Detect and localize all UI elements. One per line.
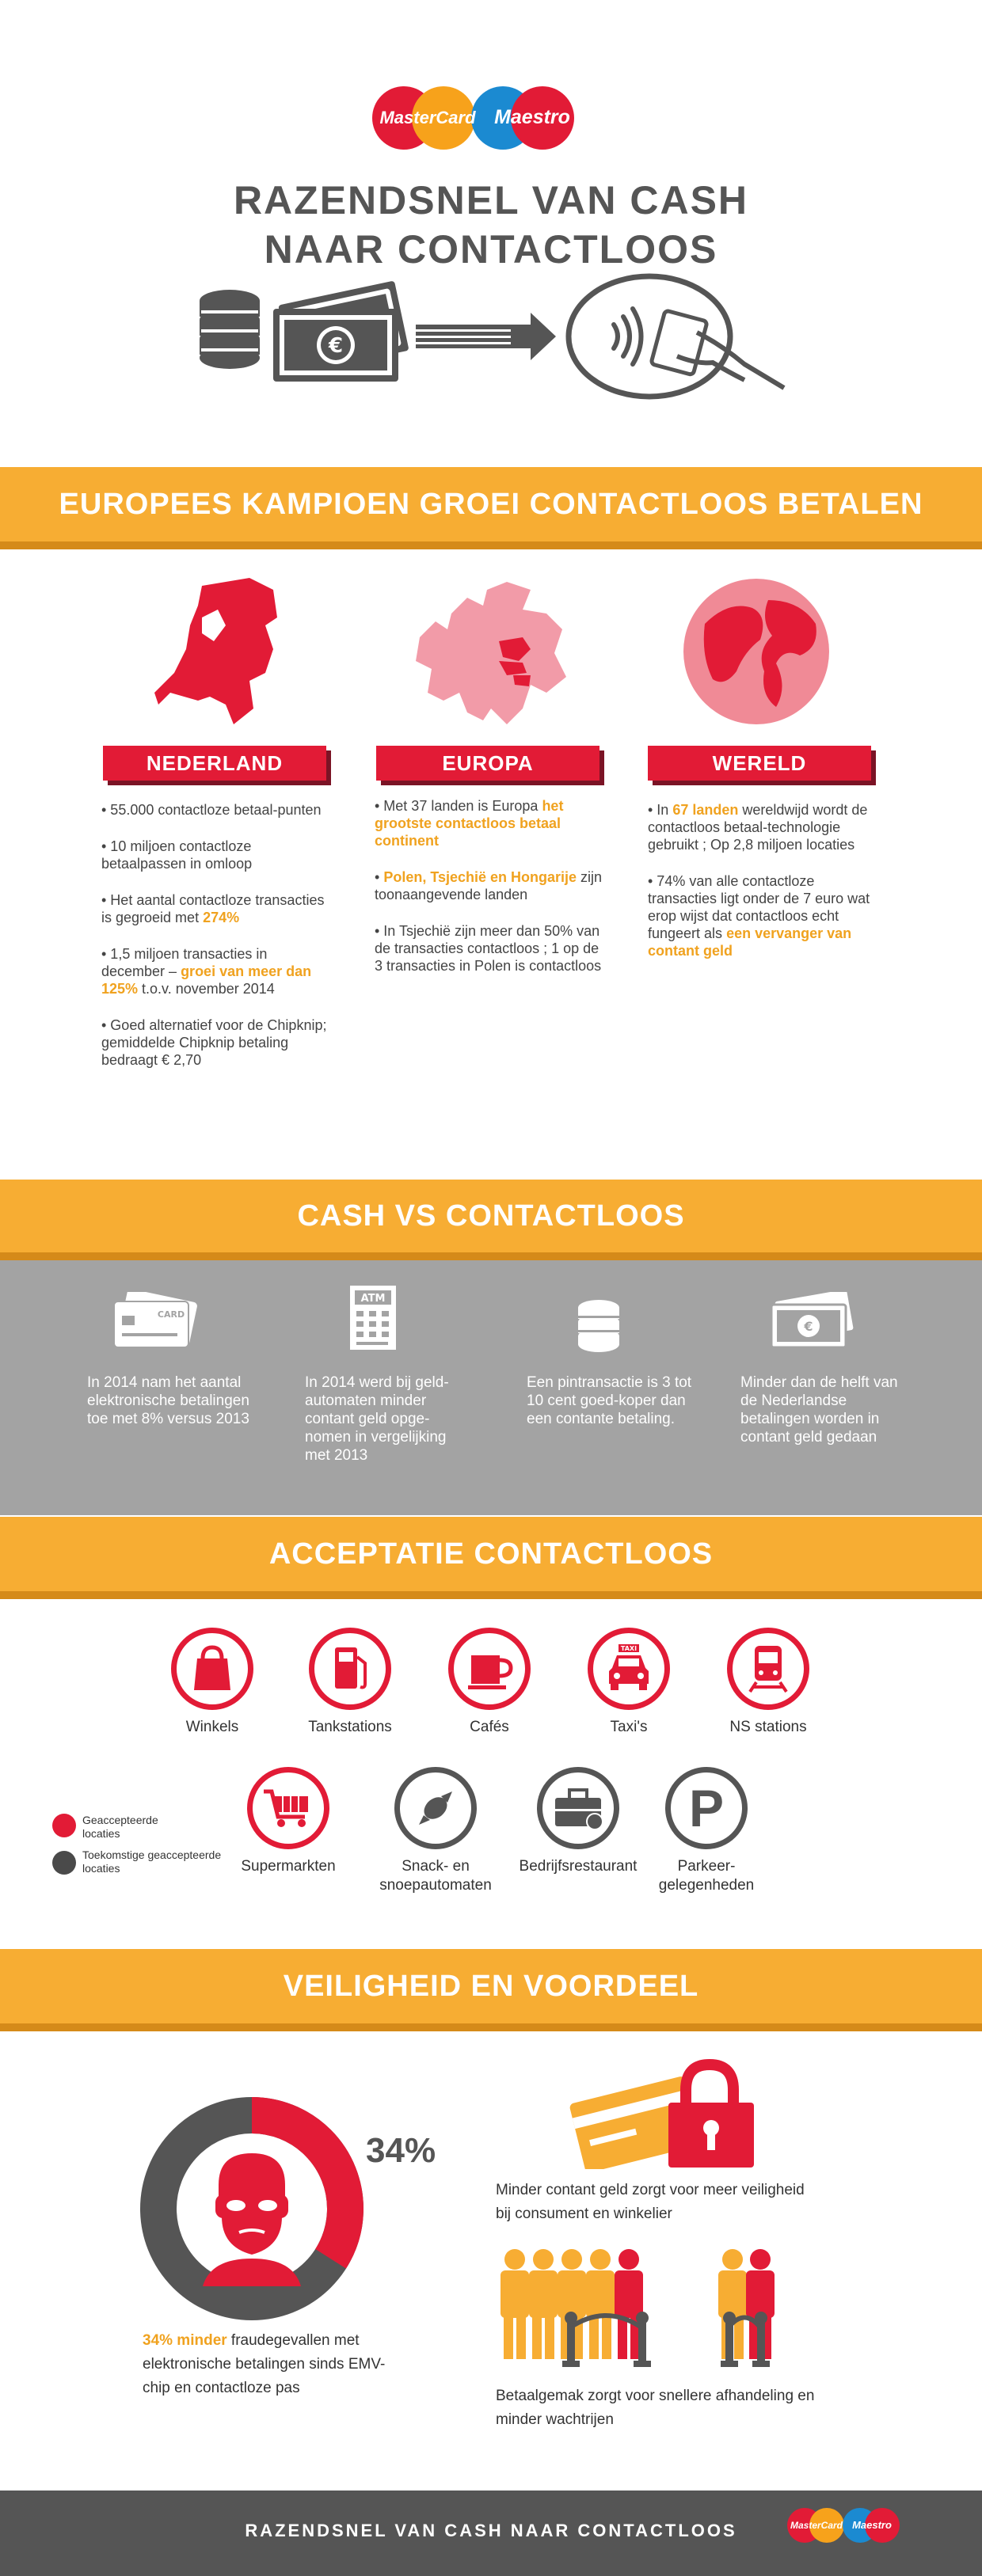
coffee-cup-graphic: [454, 1633, 525, 1704]
card-lock-graphic: [567, 2058, 773, 2169]
section-heading-veiligheid: [0, 1949, 982, 2023]
bullet-text: •: [375, 869, 384, 885]
security-text: Minder contant geld zorgt voor meer veiligheid bij consument en winkelier: [496, 2182, 805, 2222]
world-globe-graphic: [681, 576, 832, 727]
legend-label-future: Toekomstige geaccepteerde locaties: [82, 1848, 222, 1875]
cash-to-contactless-icon: [190, 269, 792, 404]
atm-icon-label: ATM: [360, 1293, 386, 1305]
bullet-text: • 10 miljoen contactloze betaalpassen in omloop: [101, 838, 253, 872]
footer-title: RAZENDSNEL VAN CASH NAAR CONTACTLOOS: [245, 2521, 737, 2540]
legend-dot-accepted: [52, 1814, 76, 1837]
location-label-cafes: Cafés: [470, 1719, 509, 1735]
section2-heading-underline: [0, 1252, 982, 1260]
nederland-bullets: [101, 801, 331, 1088]
candy-icon: [394, 1767, 477, 1849]
section3-heading-text: ACCEPTATIE CONTACTLOOS: [268, 1537, 714, 1571]
list-item: [101, 945, 331, 997]
section2-heading-text: CASH VS CONTACTLOOS: [297, 1199, 685, 1233]
section-heading-europees: [0, 467, 982, 541]
atm-icon-graphic: [348, 1284, 398, 1351]
page-title-line1: RAZENDSNEL VAN CASH: [233, 178, 749, 222]
section3-heading-underline: [0, 1591, 982, 1599]
maestro-logo-text: Maestro: [494, 106, 570, 128]
section-heading-acceptatie: [0, 1517, 982, 1591]
bullet-highlight: 274%: [203, 910, 240, 925]
location-label-supermarkten: Supermarkten: [241, 1858, 336, 1875]
svg-text:€: €: [804, 1319, 813, 1334]
taxi-icon: [588, 1628, 670, 1710]
list-item: [101, 838, 331, 872]
netherlands-map-icon: [154, 570, 289, 728]
bullet-highlight: Polen, Tsjechië en Hongarije: [383, 869, 577, 885]
train-graphic: [733, 1633, 804, 1704]
netherlands-map-graphic: [154, 570, 289, 728]
shopping-bag-graphic: [177, 1633, 248, 1704]
coffee-cup-icon: [448, 1628, 531, 1710]
briefcase-icon: [537, 1767, 619, 1849]
bullet-text: • 74% van alle contactloze transacties ligt onder de 7 euro wat erop wijst dat contactloos echt fungeert als: [648, 873, 870, 941]
fraud-donut-graphic: [139, 2096, 364, 2321]
bullet-text: • Het aantal contactloze transacties is gegroeid met: [101, 892, 325, 925]
candy-graphic: [400, 1772, 471, 1844]
svg-text:€: €: [328, 334, 344, 358]
list-item: [648, 872, 877, 959]
atm-icon: [348, 1284, 398, 1351]
bullet-highlight: het grootste contactloos betaal continent: [375, 798, 564, 849]
bullet-text-post: t.o.v. november 2014: [138, 981, 275, 997]
footer-maestro-text: Maestro: [852, 2519, 892, 2531]
europa-bullets: [375, 797, 604, 994]
tag-europa: EUROPA: [376, 746, 599, 781]
shopping-cart-icon: [247, 1767, 329, 1849]
coins-icon-graphic: [577, 1298, 621, 1352]
taxi-sign-text: TAXI: [620, 1645, 638, 1652]
queue-icon: [491, 2248, 808, 2367]
location-label-winkels: Winkels: [185, 1719, 239, 1735]
section-heading-cash-vs: [0, 1180, 982, 1252]
location-label-ns-stations: NS stations: [729, 1719, 807, 1735]
cash-item-1-text: In 2014 nam het aantal elektronische betalingen toe met 8% versus 2013: [87, 1374, 249, 1427]
fraud-donut-chart: [139, 2096, 364, 2321]
card-lock-icon: [567, 2058, 773, 2169]
coins-icon: [577, 1298, 621, 1352]
section1-heading-underline: [0, 541, 982, 549]
footer-brand-logos: [787, 2507, 914, 2544]
shopping-bag-icon: [171, 1628, 253, 1710]
bullet-highlight: 67 landen: [672, 802, 739, 818]
cash-item-2-text: In 2014 werd bij geld-automaten minder contant geld opge-nomen in vergelijking met 2013: [305, 1374, 449, 1464]
page-title: [0, 176, 982, 274]
queue-graphic: [491, 2248, 808, 2367]
world-globe-icon: [681, 576, 832, 727]
section4-heading-text: VEILIGHEID EN VOORDEEL: [283, 1970, 699, 2003]
parking-icon: [665, 1767, 748, 1849]
card-icon-label: CARD: [157, 1309, 185, 1320]
section4-heading-underline: [0, 2023, 982, 2031]
bullet-text: • In Tsjechië zijn meer dan 50% van de transacties contactloos ; 1 op de 3 transacties in Polen is contactloos: [375, 923, 602, 974]
briefcase-graphic: [542, 1772, 614, 1844]
cash-item-4-text: Minder dan de helft van de Nederlandse betalingen worden in contant geld gedaan: [740, 1374, 898, 1446]
bullet-highlight: groei van meer dan 125%: [101, 963, 312, 997]
fraud-text: [143, 2329, 404, 2400]
list-item: [101, 891, 331, 926]
card-icon: [111, 1292, 198, 1351]
fuel-pump-icon: [309, 1628, 391, 1710]
wereld-bullets: [648, 801, 877, 978]
fraud-percent: 34%: [366, 2131, 436, 2170]
list-item: [375, 868, 604, 903]
queue-text: Betaalgemak zorgt voor snellere afhandeling en minder wachtrijen: [496, 2388, 815, 2428]
bullet-highlight: een vervanger van contant geld: [648, 925, 852, 959]
fuel-pump-graphic: [314, 1633, 386, 1704]
footer-mastercard-text: MasterCard: [790, 2520, 843, 2531]
mastercard-logo-text: MasterCard: [379, 108, 476, 127]
bullet-text: • Met 37 landen is Europa: [375, 798, 542, 814]
bullet-text: • 1,5 miljoen transacties in december –: [101, 946, 268, 979]
europe-map-icon: [412, 574, 570, 732]
bullet-text: • Goed alternatief voor de Chipknip; gemiddelde Chipknip betaling bedraagt € 2,70: [101, 1017, 327, 1068]
europe-map-graphic: [412, 574, 570, 732]
taxi-graphic: [593, 1633, 664, 1704]
brand-logos: [372, 85, 610, 150]
parking-letter: P: [688, 1779, 725, 1837]
list-item: [101, 1016, 331, 1069]
fraud-body: fraudegevallen met elektronische betalingen sinds EMV-chip en contactloze pas: [143, 2332, 386, 2396]
hero-illustration: [190, 269, 792, 404]
fraud-highlight: 34% minder: [143, 2332, 227, 2349]
section1-heading-text: EUROPEES KAMPIOEN GROEI CONTACTLOOS BETALEN: [59, 488, 923, 521]
list-item: [101, 801, 331, 819]
train-icon: [727, 1628, 809, 1710]
page-title-line2: NAAR CONTACTLOOS: [264, 227, 718, 272]
location-label-snack: Snack- en snoepautomaten: [379, 1858, 492, 1894]
legend-dot-future: [52, 1851, 76, 1875]
bullet-text-post: zijn toonaangevende landen: [375, 869, 603, 902]
location-label-taxis: Taxi's: [610, 1719, 648, 1735]
bullet-text: • 55.000 contactloze betaal-punten: [101, 802, 322, 818]
location-label-bedrijfsrestaurant: Bedrijfsrestaurant: [519, 1858, 638, 1875]
bullet-text-post: wereldwijd wordt de contactloos betaal-technologie gebruikt ; Op 2,8 miljoen locaties: [648, 802, 868, 853]
shopping-cart-graphic: [253, 1772, 324, 1844]
location-label-tankstations: Tankstations: [308, 1719, 392, 1735]
tag-nederland: NEDERLAND: [103, 746, 326, 781]
location-label-parkeer: Parkeer-gelegenheden: [658, 1858, 755, 1894]
tag-wereld: WERELD: [648, 746, 871, 781]
banknote-icon: [768, 1292, 855, 1351]
legend-label-accepted: Geaccepteerde locaties: [82, 1814, 158, 1840]
bullet-text: • In: [648, 802, 673, 818]
list-item: [648, 801, 877, 853]
list-item: [375, 922, 604, 975]
list-item: [375, 797, 604, 849]
banknote-icon-graphic: [768, 1292, 855, 1351]
cash-item-3-text: Een pintransactie is 3 tot 10 cent goed-koper dan een contante betaling.: [527, 1374, 692, 1427]
card-icon-graphic: [111, 1292, 198, 1351]
